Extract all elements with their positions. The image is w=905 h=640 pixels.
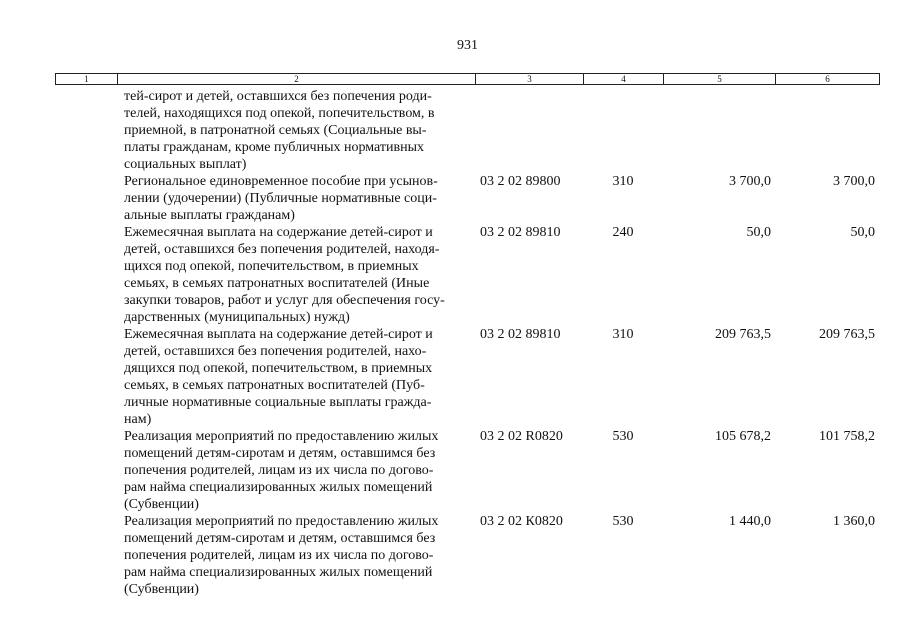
column-number-header (55, 73, 880, 85)
row-expense-type: 240 (612, 225, 634, 240)
row-expense-type: 530 (612, 514, 634, 529)
table-row (55, 88, 879, 173)
row-expense-type: 530 (612, 429, 634, 444)
row-code: 03 2 02 89810 (480, 327, 561, 342)
table-row (55, 428, 879, 513)
row-amount-2: 101 758,2 (819, 429, 875, 444)
budget-table (55, 88, 879, 598)
row-name: тей-сирот и детей, оставшихся без попечения роди- телей, находящихся под опекой, попечительством, в приемной, в патронатной семьях (Социальные вы- платы гражданам, кроме публичных нормативных социальных выплат) (124, 89, 435, 172)
page-number: 931 (457, 38, 478, 53)
header-col-1: 1 (56, 74, 118, 85)
row-amount-2: 209 763,5 (819, 327, 875, 342)
row-name: Ежемесячная выплата на содержание детей-сирот и детей, оставшихся без попечения родителей, нахо- дящихся под опекой, попечительством, в приемных семьях, в семьях патронатных воспитателей (Пуб- личные нормативные социальные выплаты гражда- нам) (124, 327, 433, 427)
row-amount-2: 3 700,0 (833, 174, 875, 189)
row-amount-2: 1 360,0 (833, 514, 875, 529)
row-amount-1: 50,0 (746, 225, 771, 240)
row-amount-1: 105 678,2 (715, 429, 771, 444)
row-amount-1: 3 700,0 (729, 174, 771, 189)
row-code: 03 2 02 R0820 (480, 429, 563, 444)
row-amount-1 (663, 88, 775, 173)
row-amount-1: 209 763,5 (715, 327, 771, 342)
row-name: Ежемесячная выплата на содержание детей-сирот и детей, оставшихся без попечения родителей, находя- щихся под опекой, попечительством, в приемных семьях, в семьях патронатных воспитателей (Иные закупки товаров, работ и услуг для обеспечения госу- дарственных (муниципальных) нужд) (124, 225, 445, 325)
table-row (55, 513, 879, 598)
table-row (55, 224, 879, 326)
table-row (55, 326, 879, 428)
row-expense-type: 310 (612, 174, 634, 189)
row-amount-2: 50,0 (850, 225, 875, 240)
row-code: 03 2 02 К0820 (480, 514, 563, 529)
row-code (475, 88, 583, 173)
row-name: Реализация мероприятий по предоставлению жилых помещений детям-сиротам и детям, оставшимся без попечения родителей, лицам из их числа по догово- рам найма специализированных жилых помещений (Субвенции) (124, 429, 439, 512)
row-name: Реализация мероприятий по предоставлению жилых помещений детям-сиротам и детям, оставшимся без попечения родителей, лицам из их числа по догово- рам найма специализированных жилых помещений (Субвенции) (124, 514, 439, 597)
row-name: Региональное единовременное пособие при усынов- лении (удочерении) (Публичные нормативные соци- альные выплаты гражданам) (124, 174, 438, 223)
row-code: 03 2 02 89810 (480, 225, 561, 240)
row-amount-1: 1 440,0 (729, 514, 771, 529)
row-code: 03 2 02 89800 (480, 174, 561, 189)
table-row (55, 173, 879, 224)
row-expense-type (583, 88, 663, 173)
row-amount-2 (775, 88, 879, 173)
header-col-3: 3 (476, 74, 584, 85)
header-col-6: 6 (776, 74, 880, 85)
row-expense-type: 310 (612, 327, 634, 342)
header-col-2: 2 (118, 74, 476, 85)
header-col-4: 4 (584, 74, 664, 85)
header-col-5: 5 (664, 74, 776, 85)
